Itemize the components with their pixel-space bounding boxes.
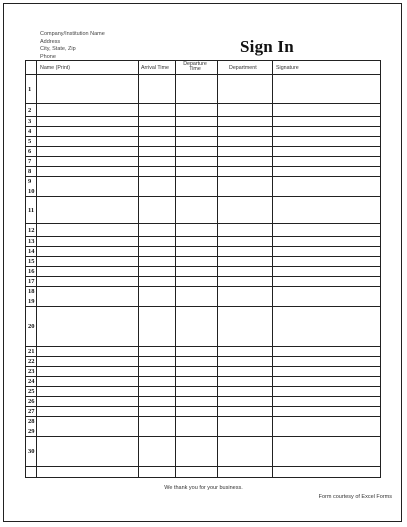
table-row xyxy=(26,157,380,167)
page-title: Sign In xyxy=(240,37,294,56)
table-row xyxy=(26,247,380,257)
table-row xyxy=(26,307,380,347)
row-number: 23 xyxy=(28,368,35,375)
table-row xyxy=(26,117,380,127)
table-row xyxy=(26,167,380,177)
table-row xyxy=(26,137,380,147)
table-row xyxy=(26,237,380,247)
table-row xyxy=(26,417,380,437)
row-number: 4 xyxy=(28,128,32,135)
table-row xyxy=(26,387,380,397)
row-number: 30 xyxy=(28,448,35,455)
row-number: 11 xyxy=(28,206,35,214)
row-number: 8 xyxy=(28,168,32,175)
table-row xyxy=(26,277,380,287)
table-row xyxy=(26,377,380,387)
table-row xyxy=(26,267,380,277)
company-phone: Phone xyxy=(40,53,56,60)
header-department: Department xyxy=(229,65,257,71)
header-name: Name (Print) xyxy=(40,65,71,71)
table-row xyxy=(26,287,380,307)
row-number: 24 xyxy=(28,378,35,385)
row-number: 18 xyxy=(28,288,35,295)
table-row xyxy=(26,104,380,117)
company-name: Company/Institution Name xyxy=(40,31,105,37)
header-arrival-time: Arrival Time xyxy=(141,65,169,71)
row-number: 16 xyxy=(28,268,35,275)
row-number: 29 xyxy=(28,428,35,435)
table-row xyxy=(26,437,380,467)
company-address: Address xyxy=(40,38,61,45)
row-number: 22 xyxy=(28,358,35,365)
row-number: 10 xyxy=(28,188,35,195)
table-row xyxy=(26,357,380,367)
row-number: 6 xyxy=(28,148,32,155)
table-row xyxy=(26,367,380,377)
table-row xyxy=(26,127,380,137)
company-city-state-zip: City, State, Zip xyxy=(40,46,76,52)
row-number: 13 xyxy=(28,238,35,245)
row-number: 9 xyxy=(28,178,32,185)
row-number: 20 xyxy=(28,323,35,330)
footer-brand: Form courtesy of Excel Forms xyxy=(318,494,392,500)
table-row xyxy=(26,147,380,157)
row-number: 27 xyxy=(28,408,35,415)
row-number: 7 xyxy=(28,158,32,165)
table-header-row xyxy=(26,61,380,75)
company-info-block xyxy=(40,31,105,61)
row-number: 14 xyxy=(28,248,35,255)
table-row xyxy=(26,224,380,237)
table-row xyxy=(26,407,380,417)
table-row xyxy=(26,197,380,224)
row-number: 1 xyxy=(28,85,32,93)
table-row xyxy=(26,397,380,407)
table-row xyxy=(26,257,380,267)
row-number: 25 xyxy=(28,388,35,395)
row-number: 3 xyxy=(28,118,32,125)
row-number: 26 xyxy=(28,398,35,405)
row-number: 2 xyxy=(28,106,32,114)
sign-in-table xyxy=(25,60,381,478)
table-row xyxy=(26,177,380,197)
row-number: 28 xyxy=(28,418,35,425)
header-departure-label: Departure xyxy=(183,61,207,67)
row-number: 17 xyxy=(28,278,35,285)
row-number: 5 xyxy=(28,138,32,145)
row-number: 15 xyxy=(28,258,35,265)
header-signature: Signature xyxy=(276,65,299,71)
footer-thanks: We thank you for your business. xyxy=(164,485,243,491)
header-time-label: Time xyxy=(189,66,201,72)
table-row xyxy=(26,347,380,357)
row-number: 12 xyxy=(28,226,35,234)
row-number: 21 xyxy=(28,348,35,355)
table-row xyxy=(26,75,380,104)
row-number: 19 xyxy=(28,298,35,305)
header-departure-time xyxy=(178,62,212,72)
